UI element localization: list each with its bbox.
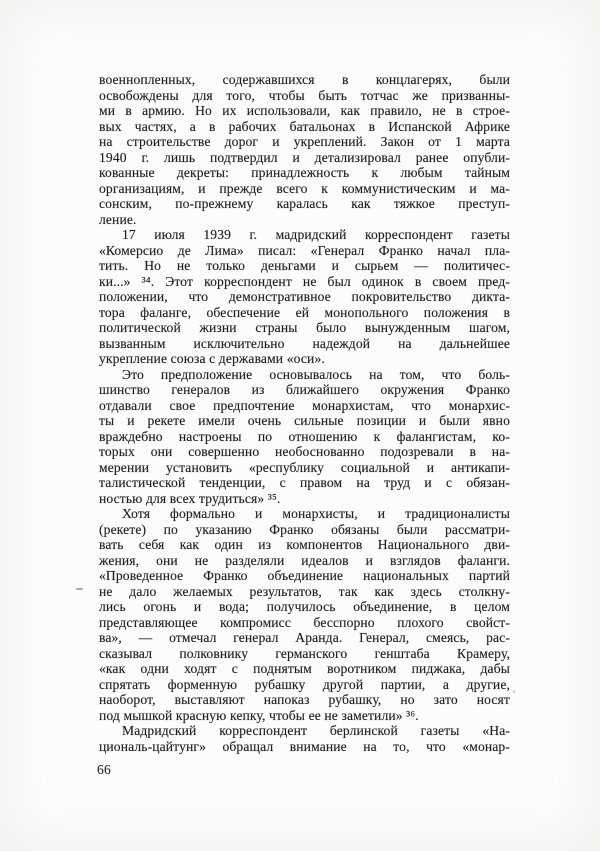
paragraph bbox=[99, 506, 510, 723]
paragraph bbox=[99, 723, 510, 754]
text-line: сказывал полковнику германского генштаба Крамеру, bbox=[99, 645, 510, 661]
text-line: 1940 г. лишь подтвердил и детализировал ранее опубли- bbox=[99, 149, 510, 165]
text-line: политической жизни страны было вынужденным шагом, bbox=[99, 320, 510, 335]
text-line: спрятать форменную рубашку другой партии, а другие, bbox=[99, 676, 510, 692]
paragraph bbox=[99, 227, 510, 367]
text-line: Это предположение основывалось на том, что боль- bbox=[122, 366, 510, 382]
text-line: ми в армию. Но их использовали, как правило, не в строе- bbox=[99, 103, 510, 118]
text-line: положении, что демонстративное покровительство дикта- bbox=[99, 289, 510, 304]
text-line: военнопленных, содержавшихся в концлагерях, были bbox=[99, 72, 510, 87]
text-line: тора фаланге, обеспечение ей монопольного положения в bbox=[99, 304, 510, 320]
text-line: ва», — отмечал генерал Аранда. Генерал, смеясь, рас- bbox=[99, 630, 510, 645]
text-line: лись огонь и вода; получилось объединение, в целом bbox=[99, 599, 510, 614]
text-line: вызванным исключительно надеждой на дальнейшее bbox=[99, 335, 510, 351]
text-line: под мышкой красную кепку, чтобы ее не заметили» ³⁶. bbox=[99, 707, 419, 723]
text-line: мерении установить «республику социальной и антикапи- bbox=[99, 459, 510, 475]
text-line: укрепление союза с державами «оси». bbox=[99, 351, 325, 366]
text-line: сонским, по-прежнему каралась как тяжкое преступ- bbox=[99, 196, 510, 211]
text-line: на строительстве дорог и укреплений. Закон от 1 марта bbox=[99, 134, 510, 149]
page-number: 66 bbox=[97, 762, 112, 777]
text-line: торых они совершенно необоснованно подозревали в на- bbox=[99, 444, 510, 459]
text-line: вых частях, а в рабочих батальонах в Испанской Африке bbox=[99, 118, 510, 134]
text-line: циональ-цайтунг» обращал внимание на то, что «монар- bbox=[99, 738, 510, 754]
text-line: освобождены для того, чтобы быть тотчас же призванны- bbox=[99, 87, 510, 103]
text-line: ностью для всех трудиться» ³⁵. bbox=[99, 490, 281, 506]
text-line: шинство генералов из ближайшего окружения Франко bbox=[99, 382, 510, 397]
text-line: враждебно настроены по отношению к фалангистам, ко- bbox=[99, 428, 510, 444]
text-line: ки...» ³⁴. Этот корреспондент не был одинок в своем пред- bbox=[99, 273, 510, 289]
text-line: ление. bbox=[99, 211, 137, 227]
text-line: талистической тенденции, с правом на труд и с обязан- bbox=[99, 475, 510, 490]
text-line: Мадридский корреспондент берлинской газеты «На- bbox=[122, 723, 510, 738]
text-line: вать себя как один из компонентов Национального дви- bbox=[99, 537, 510, 552]
text-line: наоборот, выставляют напоказ рубашку, но зато носят bbox=[99, 692, 510, 707]
text-line: (рекете) по указанию Франко обязаны были рассматри- bbox=[99, 521, 510, 537]
text-line: «Комерсио де Лима» писал: «Генерал Франко начал пла- bbox=[99, 242, 510, 258]
paragraph bbox=[99, 72, 510, 227]
text-line: Хотя формально и монархисты, и традиционалисты bbox=[122, 506, 510, 521]
scan-speck bbox=[513, 690, 515, 693]
text-line: отдавали свое предпочтение монархистам, что монархис- bbox=[99, 397, 510, 413]
text-line: организациям, и прежде всего к коммунистическим и ма- bbox=[99, 180, 510, 196]
text-line: кованные декреты: принадлежность к любым тайным bbox=[99, 165, 510, 180]
paragraph bbox=[99, 367, 510, 507]
text-line: тить. Но не только деньгами и сырьем — политичес- bbox=[99, 258, 510, 273]
text-line: «как одни ходят с поднятым воротником пиджака, дабы bbox=[99, 661, 510, 676]
scan-artifact bbox=[76, 588, 83, 590]
text-line: «Проведенное Франко объединение национальных партий bbox=[99, 568, 510, 583]
text-line: жения, они не разделяли идеалов и взглядов фаланги. bbox=[99, 552, 510, 568]
text-line: не дало желаемых результатов, так как здесь столкну- bbox=[99, 583, 510, 599]
text-line: 17 июля 1939 г. мадридский корреспондент газеты bbox=[122, 227, 510, 242]
text-line: ты и рекете имели очень сильные позиции и были явно bbox=[99, 413, 510, 428]
text-line: представляющее компромисс бесспорно плохого свойст- bbox=[99, 614, 510, 630]
text-block bbox=[99, 72, 510, 754]
